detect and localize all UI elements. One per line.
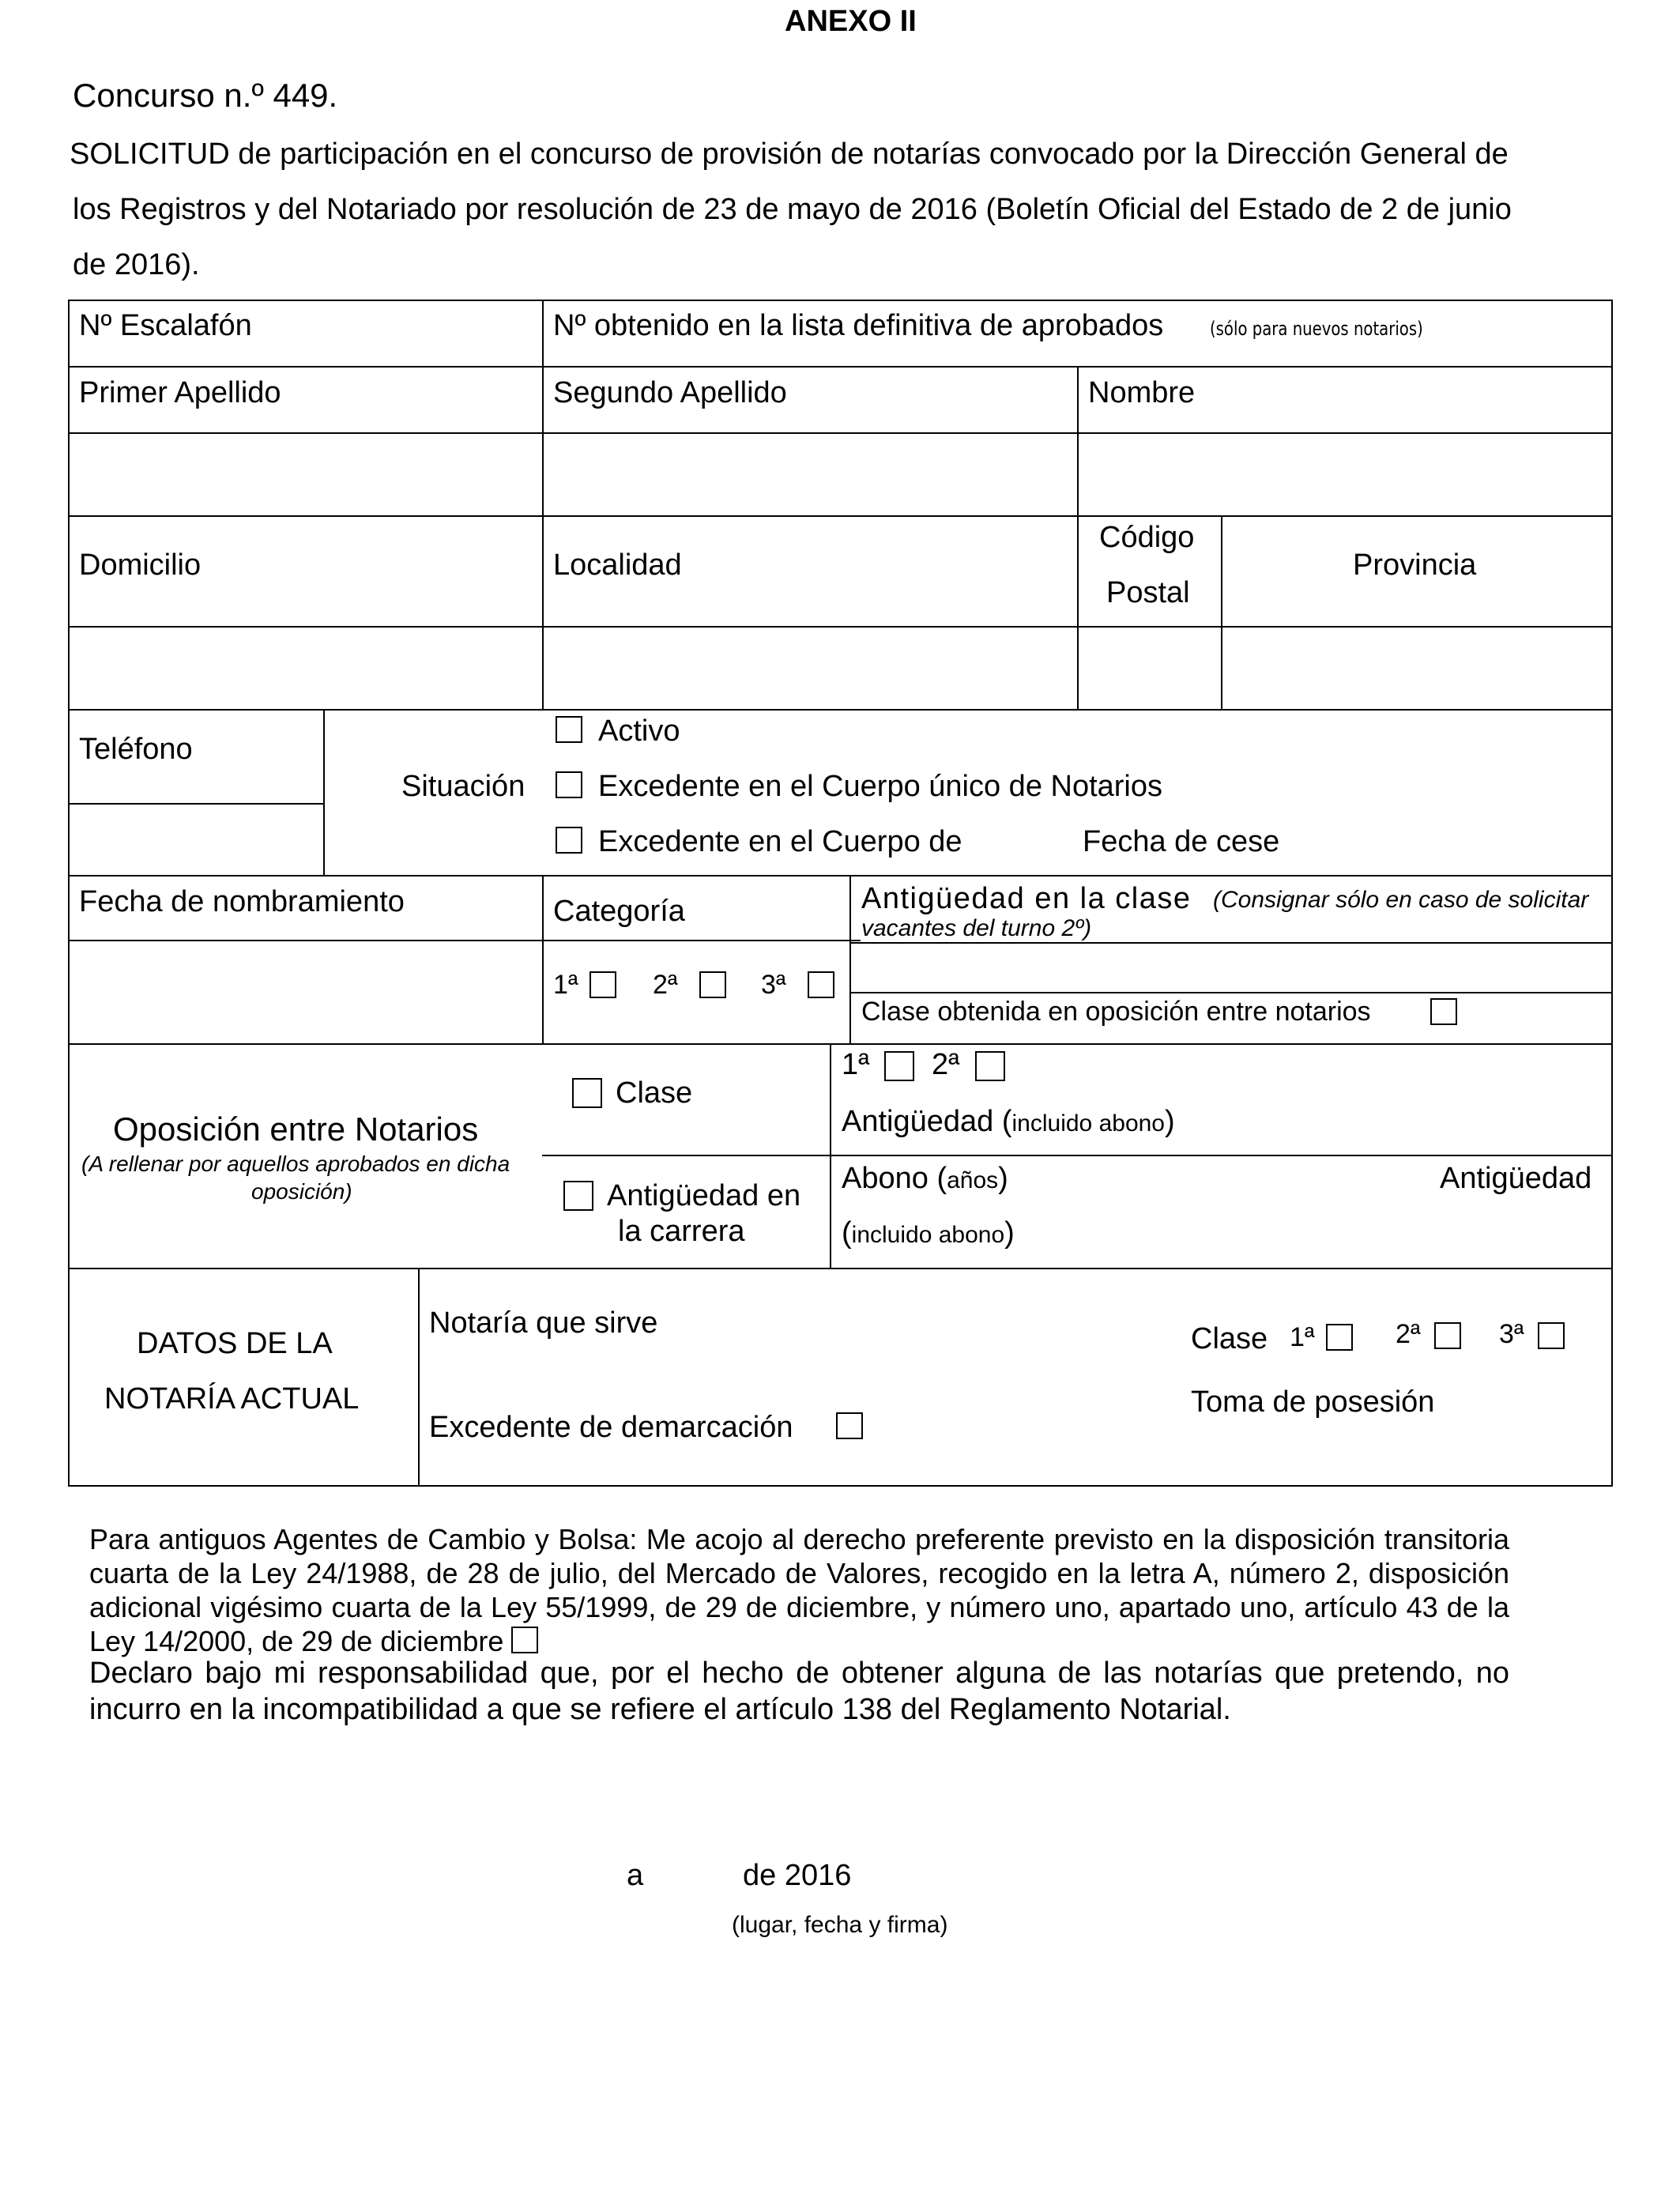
nombre-label: Nombre bbox=[1088, 376, 1196, 409]
excedente-cuerpo-label: Excedente en el Cuerpo de bbox=[598, 825, 962, 858]
categoria-1-checkbox[interactable] bbox=[590, 971, 616, 998]
fecha-cese-label: Fecha de cese bbox=[1083, 825, 1280, 858]
telefono-label: Teléfono bbox=[79, 733, 193, 766]
categoria-2-checkbox[interactable] bbox=[699, 971, 726, 998]
situacion-label: Situación bbox=[401, 770, 525, 803]
antiguedad-clase-label: Antigüedad en la clase bbox=[861, 882, 1192, 915]
firma-label: (lugar, fecha y firma) bbox=[732, 1912, 948, 1938]
antiguedad-right-label: Antigüedad bbox=[1440, 1162, 1592, 1195]
abono-anos: Abono (años) bbox=[842, 1162, 1008, 1195]
agentes-paragraph: Para antiguos Agentes de Cambio y Bolsa: Me acojo al derecho preferente previsto en la disposición transitoria cuarta de la Ley 24/1988, de 28 de julio, del Mercado de Valores, recogido en la letra A, número 2, disposición adicional vigésimo cuarta de la Ley 55/1999, de 29 de diciembre, y número uno, apartado uno, artículo 43 de la Ley 14/2000, de 29 de diciembre bbox=[89, 1523, 1509, 1657]
localidad-label: Localidad bbox=[553, 548, 682, 582]
clase-label: Clase bbox=[1191, 1322, 1268, 1355]
segundo-apellido-label: Segundo Apellido bbox=[553, 376, 787, 409]
op-antiguedad-label-1: Antigüedad en bbox=[607, 1179, 801, 1212]
excedente-cuerpo-checkbox[interactable] bbox=[556, 827, 582, 854]
excedente-demarcacion-label: Excedente de demarcación bbox=[429, 1411, 793, 1444]
declaro-paragraph: Declaro bajo mi responsabilidad que, por el hecho de obtener alguna de las notarías que pretendo, no incurro en la incompatibilidad a que se refiere el artículo 138 del Reglamento Notarial. bbox=[89, 1657, 1509, 1726]
escalafon-label: Nº Escalafón bbox=[79, 309, 252, 342]
op-2a-label: 2ª bbox=[932, 1048, 960, 1081]
oposicion-title: Oposición entre Notarios bbox=[113, 1110, 479, 1148]
excedente-unico-checkbox[interactable] bbox=[556, 771, 582, 798]
datos-title-1: DATOS DE LA bbox=[137, 1327, 333, 1360]
categoria-1-label: 1ª bbox=[553, 970, 578, 1000]
domicilio-label: Domicilio bbox=[79, 548, 202, 582]
op-antiguedad-checkbox[interactable] bbox=[563, 1181, 593, 1211]
oposicion-note-1: (A rellenar por aquellos aprobados en dicha bbox=[81, 1152, 510, 1176]
antiguedad-clase-note-1: (Consignar sólo en caso de solicitar bbox=[1213, 887, 1589, 913]
categoria-3-checkbox[interactable] bbox=[808, 971, 834, 998]
incluido-abono: (incluido abono) bbox=[842, 1216, 1015, 1250]
toma-posesion-label: Toma de posesión bbox=[1191, 1385, 1435, 1419]
clase-3a-label: 3ª bbox=[1499, 1319, 1524, 1349]
antiguedad-clase-note-2: vacantes del turno 2º) bbox=[861, 915, 1092, 941]
obtenido-label: Nº obtenido en la lista definitiva de aprobados bbox=[553, 309, 1164, 342]
categoria-3-label: 3ª bbox=[761, 970, 786, 1000]
fecha-nombramiento-label: Fecha de nombramiento bbox=[79, 885, 405, 918]
activo-checkbox[interactable] bbox=[556, 716, 582, 743]
oposicion-note-2: oposición) bbox=[251, 1179, 352, 1204]
op-2a-checkbox[interactable] bbox=[975, 1051, 1005, 1081]
op-clase-label: Clase bbox=[616, 1076, 693, 1110]
notaria-sirve-label: Notaría que sirve bbox=[429, 1306, 658, 1340]
op-antiguedad-abono: Antigüedad (incluido abono) bbox=[842, 1105, 1175, 1138]
provincia-label: Provincia bbox=[1353, 548, 1477, 582]
agentes-checkbox[interactable] bbox=[511, 1627, 538, 1653]
clase-3a-checkbox[interactable] bbox=[1538, 1322, 1565, 1349]
datos-title-2: NOTARÍA ACTUAL bbox=[104, 1382, 360, 1416]
clase-1a-checkbox[interactable] bbox=[1326, 1324, 1353, 1351]
excedente-unico-label: Excedente en el Cuerpo único de Notarios bbox=[598, 770, 1163, 803]
solicitud-line-3: de 2016). bbox=[73, 248, 200, 281]
concurso-number: Concurso n.º 449. bbox=[73, 77, 338, 114]
clase-obtenida-checkbox[interactable] bbox=[1430, 998, 1457, 1025]
clase-obtenida-label: Clase obtenida en oposición entre notarios bbox=[861, 997, 1371, 1027]
op-1a-checkbox[interactable] bbox=[884, 1051, 914, 1081]
op-clase-checkbox[interactable] bbox=[572, 1078, 602, 1108]
categoria-2-label: 2ª bbox=[653, 970, 678, 1000]
activo-label: Activo bbox=[598, 714, 680, 748]
annex-title: ANEXO II bbox=[785, 5, 917, 38]
primer-apellido-label: Primer Apellido bbox=[79, 376, 281, 409]
date-a: a bbox=[627, 1859, 644, 1892]
solicitud-line-2: los Registros y del Notariado por resolución de 23 de mayo de 2016 (Boletín Oficial del Estado de 2 de junio bbox=[73, 193, 1512, 226]
op-1a-label: 1ª bbox=[842, 1048, 870, 1081]
clase-2a-label: 2ª bbox=[1396, 1319, 1421, 1349]
obtenido-note: (sólo para nuevos notarios) bbox=[1210, 318, 1423, 340]
solicitud-line-1: SOLICITUD de participación en el concurso de provisión de notarías convocado por la Dirección General de bbox=[70, 138, 1509, 171]
clase-2a-checkbox[interactable] bbox=[1434, 1322, 1461, 1349]
postal-label: Postal bbox=[1106, 576, 1190, 609]
clase-1a-label: 1ª bbox=[1290, 1322, 1315, 1352]
date-year: de 2016 bbox=[743, 1859, 852, 1892]
codigo-label: Código bbox=[1099, 521, 1195, 554]
excedente-demarcacion-checkbox[interactable] bbox=[836, 1412, 863, 1439]
op-antiguedad-label-2: la carrera bbox=[618, 1215, 745, 1248]
categoria-label: Categoría bbox=[553, 895, 685, 928]
